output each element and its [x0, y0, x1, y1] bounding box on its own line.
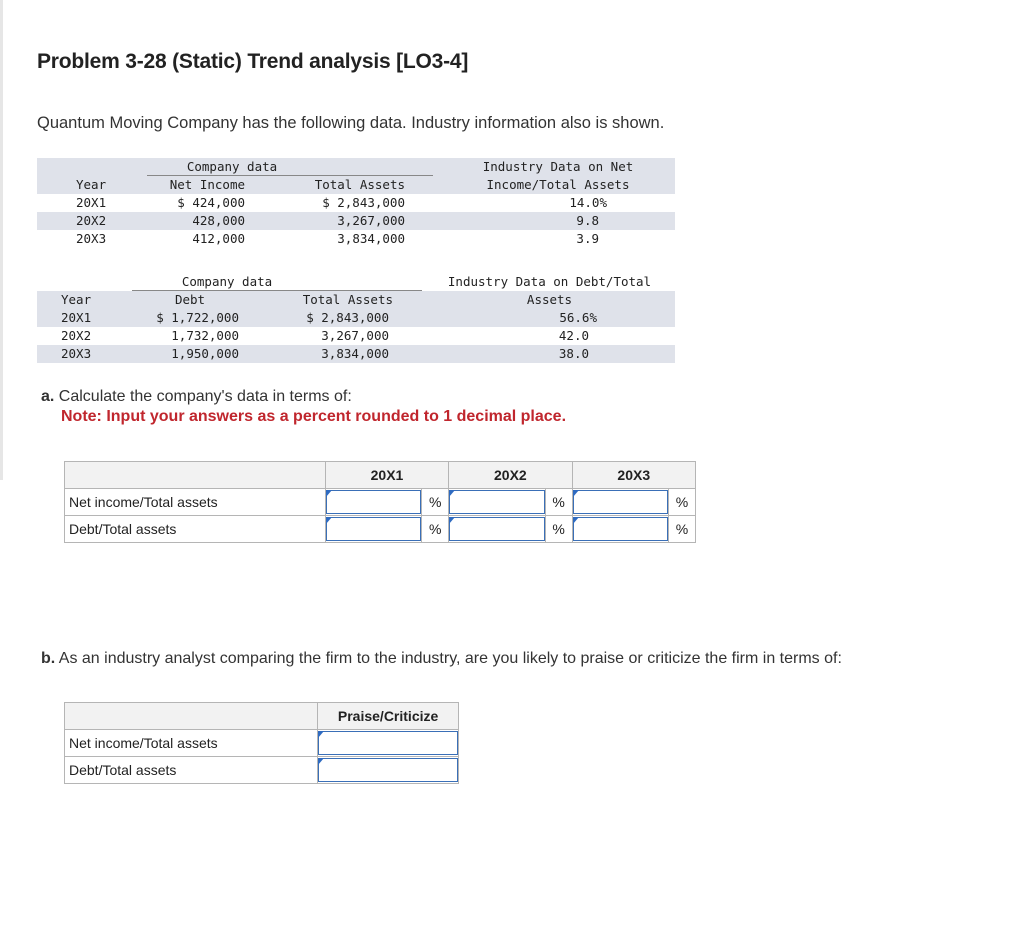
left-edge-rule: [0, 0, 3, 480]
total-assets-cell: 3,267,000: [337, 213, 405, 228]
header-20x3: 20X3: [572, 462, 695, 489]
net-income-cell: 412,000: [192, 231, 245, 246]
industry-cell: 14.0%: [569, 195, 607, 210]
percent-sign: %: [545, 489, 572, 516]
table-header-row: [37, 176, 675, 194]
total-assets-cell: $ 2,843,000: [322, 195, 405, 210]
table-row: [65, 757, 459, 784]
total-assets-cell: $ 2,843,000: [306, 310, 389, 325]
debt-ratio-20x1-input[interactable]: [326, 517, 421, 541]
year-cell: 20X1: [61, 310, 92, 325]
table-row: [37, 309, 675, 327]
debt-ratio-20x2-input[interactable]: [449, 517, 544, 541]
debt-cell: $ 1,722,000: [156, 310, 239, 325]
net-income-cell: 428,000: [192, 213, 245, 228]
year-cell: 20X3: [76, 231, 107, 246]
net-income-data-table: [37, 158, 675, 248]
header-20x1: 20X1: [325, 462, 448, 489]
net-income-ratio-20x1-input[interactable]: [326, 490, 421, 514]
input-marker-icon: [318, 758, 324, 765]
table-row: [37, 345, 675, 363]
input-marker-icon: [573, 490, 579, 497]
industry-cell: 3.9: [576, 231, 599, 246]
year-cell: 20X3: [61, 346, 92, 361]
table-row: [65, 516, 696, 543]
table-row: [37, 194, 675, 212]
col-debt: Debt: [174, 292, 206, 307]
row-label-net-income-total-assets: Net income/Total assets: [65, 730, 318, 757]
debt-praise-criticize-select[interactable]: [318, 758, 458, 782]
percent-sign: %: [545, 516, 572, 543]
industry-header-line2: Assets: [526, 292, 573, 307]
industry-cell: 38.0: [558, 346, 589, 361]
industry-header-line2: Income/Total Assets: [486, 177, 630, 192]
col-total-assets: Total Assets: [314, 177, 405, 192]
part-a-question-text: Calculate the company's data in terms of:: [58, 388, 352, 405]
table-row: [65, 730, 459, 757]
table-header-row: [37, 158, 675, 176]
table-row: [37, 230, 675, 248]
year-cell: 20X1: [76, 195, 107, 210]
input-marker-icon: [449, 490, 455, 497]
part-a-label: a.: [41, 388, 55, 405]
net-income-praise-criticize-select[interactable]: [318, 731, 458, 755]
industry-cell: 42.0: [558, 328, 589, 343]
col-year: Year: [76, 177, 107, 192]
part-a-question: [41, 388, 352, 406]
part-a-answer-table: [64, 461, 696, 543]
net-income-cell: $ 424,000: [177, 195, 245, 210]
input-marker-icon: [449, 517, 455, 524]
header-20x2: 20X2: [449, 462, 572, 489]
intro-text: Quantum Moving Company has the following data. Industry information also is shown.: [37, 114, 665, 132]
part-a-note: Note: Input your answers as a percent rounded to 1 decimal place.: [61, 408, 567, 425]
table-row: [37, 327, 675, 345]
row-label-debt-total-assets: Debt/Total assets: [65, 516, 326, 543]
net-income-ratio-20x2-input[interactable]: [449, 490, 544, 514]
debt-cell: 1,732,000: [171, 328, 239, 343]
percent-sign: %: [669, 516, 696, 543]
company-data-header: Company data: [181, 274, 273, 289]
company-data-header: Company data: [186, 159, 278, 174]
table-header-row: [37, 273, 675, 291]
col-year: Year: [61, 292, 92, 307]
answer-header-row: [65, 703, 459, 730]
part-b-question-text: As an industry analyst comparing the firm to the industry, are you likely to praise or criticize the firm in terms of:: [58, 650, 842, 667]
input-marker-icon: [573, 517, 579, 524]
part-b-answer-table: [64, 702, 459, 784]
percent-sign: %: [422, 489, 449, 516]
part-b-label: b.: [41, 650, 56, 667]
total-assets-cell: 3,267,000: [321, 328, 389, 343]
percent-sign: %: [422, 516, 449, 543]
blank-header: [65, 703, 318, 730]
industry-header-line1: Industry Data on Net: [482, 159, 634, 174]
table-row: [65, 489, 696, 516]
blank-header: [65, 462, 326, 489]
total-assets-cell: 3,834,000: [337, 231, 405, 246]
part-b-question: [41, 650, 842, 668]
percent-sign: %: [669, 489, 696, 516]
industry-cell: 9.8: [576, 213, 599, 228]
table-row: [37, 212, 675, 230]
header-praise-criticize: Praise/Criticize: [318, 703, 459, 730]
year-cell: 20X2: [61, 328, 92, 343]
input-marker-icon: [326, 517, 332, 524]
debt-ratio-20x3-input[interactable]: [573, 517, 668, 541]
page-title: Problem 3-28 (Static) Trend analysis [LO3-4]: [37, 50, 469, 73]
table-header-row: [37, 291, 675, 309]
input-marker-icon: [326, 490, 332, 497]
row-label-debt-total-assets: Debt/Total assets: [65, 757, 318, 784]
year-cell: 20X2: [76, 213, 107, 228]
row-label-net-income-total-assets: Net income/Total assets: [65, 489, 326, 516]
col-net-income: Net Income: [169, 177, 245, 192]
debt-cell: 1,950,000: [171, 346, 239, 361]
debt-data-table: [37, 273, 675, 363]
industry-header-line1: Industry Data on Debt/Total: [447, 274, 652, 289]
col-total-assets: Total Assets: [302, 292, 393, 307]
total-assets-cell: 3,834,000: [321, 346, 389, 361]
industry-cell: 56.6%: [559, 310, 597, 325]
net-income-ratio-20x3-input[interactable]: [573, 490, 668, 514]
answer-header-row: [65, 462, 696, 489]
input-marker-icon: [318, 731, 324, 738]
